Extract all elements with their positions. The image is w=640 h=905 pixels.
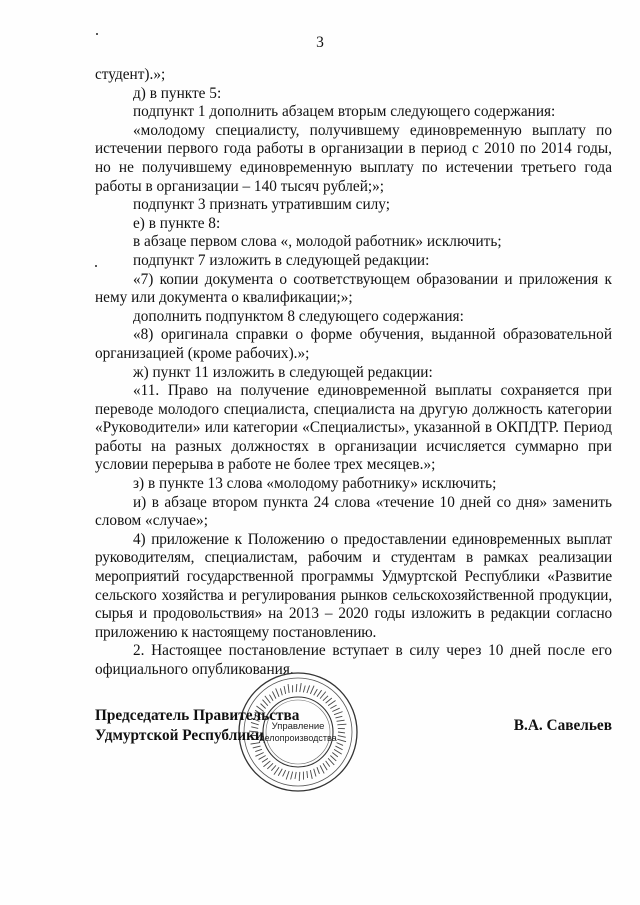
paragraph: подпункт 1 дополнить абзацем вторым следующего содержания:	[133, 103, 556, 121]
seal-ring-mark	[323, 763, 327, 770]
signatory-position-line1: Председатель Правительства	[95, 707, 300, 724]
paragraph: ж) пункт 11 изложить в следующей редакции:	[133, 363, 433, 381]
seal-ring-mark	[300, 683, 301, 692]
seal-ring-mark	[317, 690, 322, 697]
paragraph: дополнить подпунктом 8 следующего содержания:	[133, 307, 464, 325]
seal-ring-mark	[283, 770, 286, 776]
seal-center-line1: Управление	[271, 721, 325, 732]
seal-ring-mark	[310, 686, 314, 694]
paragraph: е) в пункте 8:	[133, 214, 221, 232]
seal-ring-mark	[310, 770, 312, 779]
seal-ring-mark	[255, 753, 263, 757]
paragraph: «8) оригинала справки о форме обучения, выданной образовательной организацией (кроме рабочих).»;	[95, 326, 612, 362]
seal-ring-mark	[326, 698, 332, 703]
seal-ring-mark	[326, 761, 330, 767]
seal-ring-mark	[320, 765, 324, 773]
seal-ring-mark	[299, 772, 300, 781]
seal-ring-mark	[265, 696, 271, 703]
paragraph: «11. Право на получение единовременной выплаты сохраняется при переводе молодого специалиста, специалиста на другую должность категории «Руководители» или категории «Специалисты», указанной в ОКПДТР. Период работы на разных должностях в организации исчисляется суммарно при условии перерыва в работе не более трех месяцев.»;	[95, 382, 612, 474]
seal-ring-mark	[320, 692, 326, 699]
seal-ring-mark	[286, 771, 289, 780]
seal-ring-mark	[276, 688, 279, 696]
signatory-name: В.А. Савельев	[513, 717, 612, 734]
page-number: 3	[316, 34, 324, 51]
paragraph: подпункт 7 изложить в следующей редакции:	[133, 251, 430, 269]
seal-ring-mark	[335, 746, 342, 750]
seal-ring-mark	[323, 696, 328, 701]
seal-ring-mark	[303, 686, 305, 693]
seal-ring-mark	[314, 769, 316, 777]
seal-ring-mark	[317, 767, 319, 774]
seal-ring-mark	[296, 684, 297, 692]
seal-ring-mark	[269, 695, 273, 701]
paragraph: д) в пункте 5:	[133, 84, 222, 102]
signatory-position-line2: Удмуртской Республики	[95, 727, 264, 744]
seal-ring-mark	[288, 684, 289, 693]
seal-ring-mark	[274, 767, 279, 774]
paragraph: з) в пункте 13 слова «молодому работнику» исключить;	[133, 475, 497, 493]
paragraph: в абзаце первом слова «, молодой работник» исключить;	[133, 233, 502, 251]
seal-ring-mark	[271, 765, 276, 770]
signatory-position	[95, 706, 355, 746]
seal-ring-mark	[259, 756, 266, 760]
seal-ring-mark	[307, 685, 310, 693]
seal-ring-mark	[314, 689, 318, 695]
paragraph: и) в абзаце втором пункта 24 слова «течение 10 дней со дня» заменить словом «случае»;	[95, 493, 612, 530]
seal-ring-mark	[307, 771, 308, 778]
seal-center-line2: делопроизводства	[259, 733, 337, 743]
seal-ring-mark	[284, 686, 286, 694]
seal-ring-mark	[255, 749, 262, 751]
seal-ring-mark	[278, 769, 282, 776]
seal-ring-mark	[332, 753, 338, 757]
seal-ring-mark	[253, 746, 261, 748]
seal-ring-mark	[272, 691, 276, 698]
seal-ring-mark	[295, 772, 296, 779]
paragraph: 2. Настоящее постановление вступает в силу через 10 дней после его официального опубликования.	[95, 642, 612, 678]
seal-ring-mark	[328, 701, 335, 706]
paragraph: «7) копии документа о соответствующем образовании и приложения к нему или документа о квалификации;»;	[95, 270, 612, 307]
seal-ring-mark	[330, 756, 336, 761]
paragraph: подпункт 3 признать утратившим силу;	[133, 196, 390, 214]
paragraph: 4) приложение к Положению о предоставлении единовременных выплат руководителям, специалистам, рабочим и студентам в рамках реализации мероприятий государственной программы Удмуртской Республики «Развитие сельского хозяйства и регулирования рынков сельскохозяйственной продукции, сырья и продовольствия» на 2013 – 2020 годы изложить в редакции согласно приложению к настоящему постановлению.	[95, 530, 612, 641]
document-body	[95, 66, 612, 680]
seal-ring-mark	[263, 761, 270, 767]
seal-ring-mark	[262, 758, 268, 762]
seal-ring-mark	[291, 772, 293, 780]
seal-ring-mark	[280, 688, 282, 695]
seal-ring-mark	[334, 749, 342, 754]
paragraph: студент).»;	[95, 66, 166, 83]
paragraph: «молодому специалисту, получившему единовременную выплату по истечении первого года работы в организации в период с 2010 по 2014 годы, но не получившему единовременную выплату по истечении третьего года работы в организации – 140 тысяч рублей;»;	[95, 121, 612, 195]
seal-ring-mark	[267, 763, 273, 769]
seal-ring-mark	[262, 700, 267, 706]
seal-ring-mark	[328, 758, 334, 765]
